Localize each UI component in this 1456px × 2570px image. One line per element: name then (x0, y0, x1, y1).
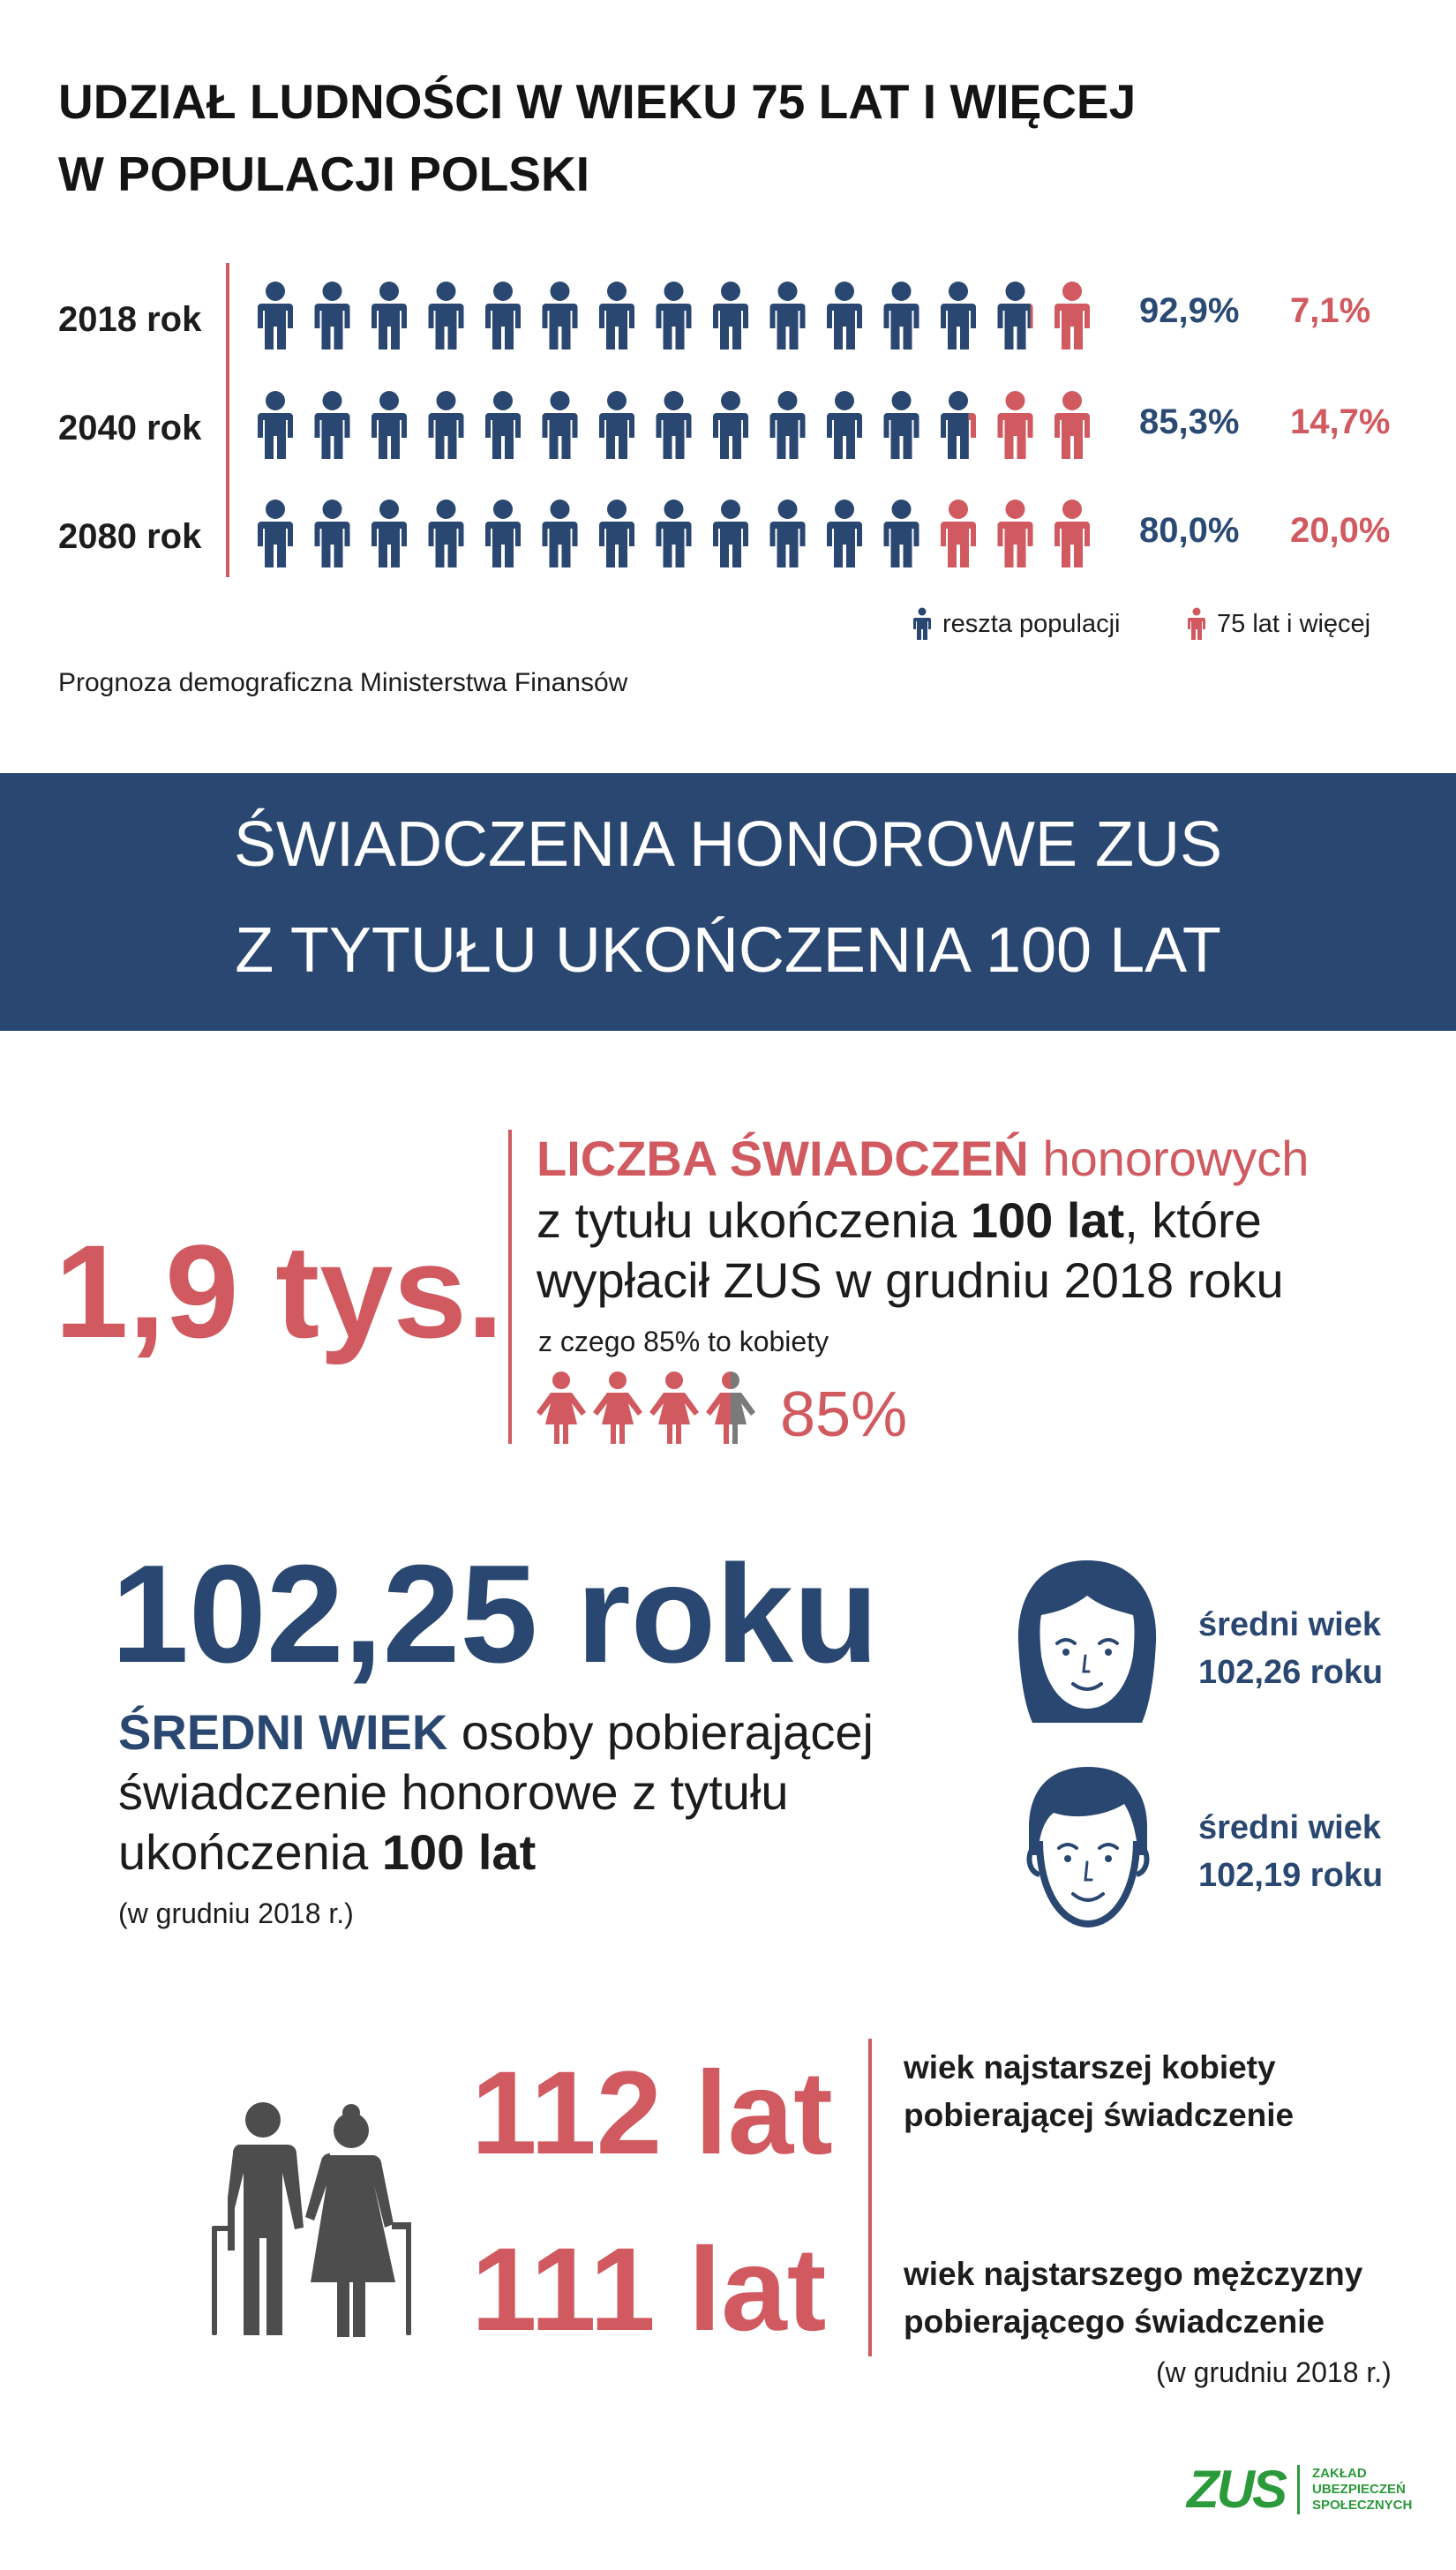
chart-divider (226, 263, 229, 577)
women-average-age (1198, 1601, 1383, 1696)
oldest-woman-line-2: pobierającej świadczenie (904, 2097, 1295, 2133)
benefits-note: z czego 85% to kobiety (538, 1326, 829, 1357)
benefits-line-3: wypłacił ZUS w grudniu 2018 roku (537, 1252, 1284, 1308)
pictogram-svg (254, 272, 1101, 351)
person-icon (770, 282, 806, 349)
woman-icon (649, 1371, 699, 1444)
elderly-pct-2040: 14,7% (1290, 402, 1391, 441)
average-age-line-1 (118, 1703, 874, 1762)
person-icon (315, 391, 350, 459)
women-icons (533, 1370, 762, 1446)
men-average-label: średni wiek (1198, 1809, 1381, 1846)
average-age-heading: ŚREDNI WIEK (118, 1704, 448, 1760)
rest-pct-2018: 92,9% (1139, 291, 1240, 330)
zus-logo-mark: ZUS (1187, 2460, 1285, 2519)
person-icon (372, 282, 407, 349)
woman-face-icon (1008, 1557, 1167, 1726)
person-icon (1187, 607, 1206, 641)
benefits-count-value: 1,9 tys. (55, 1217, 504, 1365)
person-icon (485, 500, 521, 567)
women-average-value: 102,26 roku (1198, 1654, 1384, 1691)
person-icon (372, 391, 407, 459)
title-line-1: UDZIAŁ LUDNOŚCI W WIEKU 75 LAT I WIĘCEJ (58, 74, 1137, 129)
oldest-woman-age: 112 lat (471, 2048, 833, 2179)
title-line-2: W POPULACJI POLSKI (58, 147, 589, 201)
person-icon (1054, 391, 1090, 459)
person-icon (1054, 282, 1090, 349)
benefits-line-2 (537, 1191, 1262, 1250)
oldest-man-line-2: pobierającego świadczenie (904, 2303, 1325, 2340)
average-age-line-3-bold: 100 lat (381, 1824, 537, 1880)
oldest-woman-caption (904, 2044, 1294, 2139)
person-icon (258, 282, 293, 349)
oldest-woman-line-1: wiek najstarszej kobiety (904, 2049, 1276, 2085)
man-face-icon (1013, 1762, 1163, 1929)
benefits-line-2-pre: z tytułu ukończenia (537, 1192, 957, 1248)
legend-elderly-label: 75 lat i więcej (1217, 609, 1371, 638)
woman-icon (593, 1371, 642, 1444)
banner-line-2: Z TYTUŁU UKOŃCZENIA 100 LAT (235, 915, 1221, 986)
person-icon (315, 282, 350, 349)
average-age-line-2: świadczenie honorowe z tytułu (118, 1764, 789, 1820)
person-icon (713, 500, 748, 567)
women-pictogram (533, 1370, 762, 1446)
page-title (58, 65, 1382, 210)
benefits-line-2-post: , które (1124, 1192, 1262, 1248)
person-icon (941, 500, 976, 567)
person-icon (941, 282, 976, 349)
pictogram-svg (254, 490, 1101, 569)
average-age-heading-rest: osoby pobierającej (461, 1704, 874, 1760)
zus-logo-text (1312, 2466, 1412, 2514)
woman-icon (706, 1371, 755, 1444)
person-icon (657, 282, 692, 349)
benefits-heading-rest: honorowych (1042, 1131, 1310, 1186)
zus-logo-line-3: SPOŁECZNYCH (1312, 2497, 1413, 2513)
person-icon (827, 391, 862, 459)
person-icon (599, 500, 634, 567)
person-icon (998, 282, 1033, 349)
person-icon (315, 500, 350, 567)
legend-rest-label: reszta populacji (942, 609, 1121, 638)
year-label-2080: 2080 rok (58, 517, 202, 556)
legend-elderly (1187, 607, 1370, 641)
zus-logo (1187, 2459, 1412, 2520)
person-icon (485, 391, 521, 459)
person-icon (485, 282, 521, 349)
average-age-note: (w grudniu 2018 r.) (118, 1897, 354, 1929)
average-age-value: 102,25 roku (111, 1537, 879, 1692)
women-pct: 85% (780, 1379, 908, 1450)
women-average-label: średni wiek (1198, 1606, 1381, 1643)
person-icon (543, 500, 578, 567)
men-average-age (1198, 1804, 1383, 1899)
person-icon (429, 500, 464, 567)
legend-rest (912, 607, 1121, 641)
zus-logo-separator (1297, 2465, 1300, 2514)
men-average-value: 102,19 roku (1198, 1857, 1384, 1894)
icon-row-2018 (254, 272, 1101, 351)
zus-logo-line-1: ZAKŁAD (1312, 2465, 1367, 2481)
oldest-divider (868, 2039, 872, 2356)
person-icon (770, 391, 806, 459)
person-icon (827, 500, 862, 567)
benefits-line-2-bold: 100 lat (970, 1192, 1125, 1248)
benefits-divider (508, 1130, 512, 1444)
year-label-2018: 2018 rok (58, 300, 202, 339)
oldest-man-caption (904, 2251, 1362, 2346)
person-icon (543, 282, 578, 349)
pictogram-svg (254, 381, 1101, 461)
person-icon (429, 391, 464, 459)
oldest-man-line-1: wiek najstarszego mężczyzny (904, 2256, 1363, 2292)
person-icon (543, 391, 578, 459)
rest-pct-2080: 80,0% (1139, 511, 1240, 550)
zus-logo-line-2: UBEZPIECZEŃ (1312, 2481, 1406, 2497)
person-icon (1054, 500, 1090, 567)
section-banner (0, 773, 1456, 1031)
average-age-line-3 (118, 1823, 536, 1882)
person-icon (827, 282, 862, 349)
rest-pct-2040: 85,3% (1139, 402, 1240, 441)
person-icon (258, 500, 293, 567)
year-label-2040: 2040 rok (58, 409, 202, 447)
oldest-man-age: 111 lat (471, 2224, 827, 2356)
person-icon (258, 391, 293, 459)
person-icon (713, 282, 748, 349)
person-icon (884, 391, 919, 459)
elderly-couple-icon (206, 2100, 427, 2341)
benefits-line-1 (537, 1130, 1309, 1188)
elderly-pct-2080: 20,0% (1290, 511, 1391, 550)
person-icon (657, 391, 692, 459)
person-icon (429, 282, 464, 349)
person-icon (713, 391, 748, 459)
source-note: Prognoza demograficzna Ministerstwa Finansów (58, 668, 628, 697)
person-icon (884, 282, 919, 349)
icon-row-2080 (254, 490, 1101, 569)
elderly-pct-2018: 7,1% (1290, 291, 1371, 330)
person-icon (998, 500, 1033, 567)
banner-line-1: ŚWIADCZENIA HONOROWE ZUS (233, 809, 1223, 880)
person-icon (912, 607, 932, 641)
woman-icon (537, 1371, 586, 1444)
benefits-heading: LICZBA ŚWIADCZEŃ (537, 1131, 1029, 1186)
person-icon (599, 282, 634, 349)
person-icon (770, 500, 806, 567)
average-age-line-3-pre: ukończenia (118, 1824, 369, 1880)
person-icon (941, 391, 976, 459)
oldest-note: (w grudniu 2018 r.) (1156, 2356, 1392, 2388)
person-icon (599, 391, 634, 459)
person-icon (372, 500, 407, 567)
icon-row-2040 (254, 381, 1101, 461)
person-icon (884, 500, 919, 567)
person-icon (657, 500, 692, 567)
person-icon (998, 391, 1033, 459)
